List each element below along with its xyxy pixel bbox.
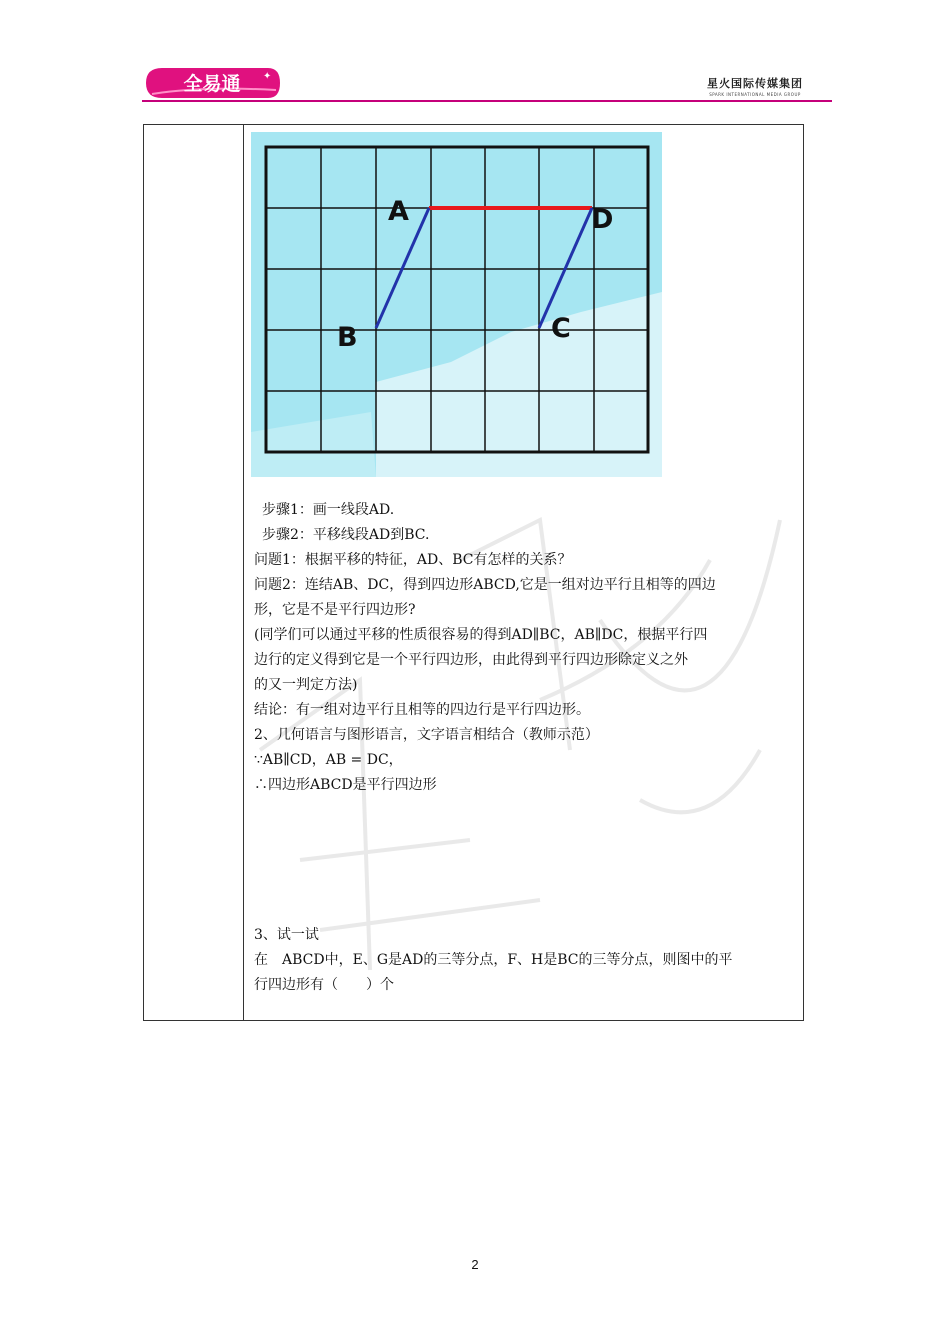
step-2-line: 步骤2：平移线段AD到BC.: [262, 527, 430, 543]
point-label-b: B: [337, 322, 358, 353]
section-2-heading: 2、几何语言与图形语言，文字语言相结合（教师示范）: [254, 727, 599, 743]
explanation-line-2: 边行的定义得到它是一个平行四边形，由此得到平行四边形除定义之外: [254, 652, 688, 668]
question-2-line: 问题2：连结AB、DC，得到四边形ABCD,它是一组对边平行且相等的四边: [254, 577, 716, 593]
table-column-divider: [243, 124, 244, 1021]
explanation-line-1: (同学们可以通过平移的性质很容易的得到AD∥BC，AB∥DC，根据平行四: [254, 627, 708, 643]
quanyitong-logo: [142, 64, 282, 102]
step-1-line: 步骤1：画一线段AD.: [262, 502, 395, 518]
exercise-line-1: 在 ABCD中，E、G是AD的三等分点，F、H是BC的三等分点，则图中的平: [254, 952, 733, 968]
conclusion-line: 结论：有一组对边平行且相等的四边行是平行四边形。: [254, 702, 590, 718]
explanation-line-3: 的又一判定方法): [254, 677, 358, 693]
header-divider: [142, 100, 832, 102]
logo-text: 全易通: [183, 73, 241, 95]
brand-chinese-name: 星火国际传媒集团: [707, 77, 803, 90]
point-label-d: D: [591, 204, 614, 235]
logo-star-icon: ✦: [263, 71, 272, 82]
proof-given-line: ∵AB∥CD，AB = DC，: [254, 752, 403, 768]
exercise-line-2: 行四边形有（ ）个: [254, 977, 394, 993]
lesson-text: [254, 498, 799, 998]
point-label-a: A: [388, 196, 409, 227]
question-2-line-cont: 形，它是不是平行四边形?: [254, 602, 416, 618]
parallelogram-translation-figure: [251, 132, 662, 477]
brand-block: [700, 75, 810, 97]
brand-english-name: SPARK INTERNATIONAL MEDIA GROUP: [709, 92, 801, 97]
page-number: 2: [471, 1257, 479, 1272]
section-3-heading: 3、试一试: [254, 927, 319, 943]
point-label-c: C: [551, 313, 571, 344]
proof-conclusion-line: ∴四边形ABCD是平行四边形: [254, 777, 437, 793]
question-1-line: 问题1：根据平移的特征，AD、BC有怎样的关系？: [254, 552, 572, 568]
